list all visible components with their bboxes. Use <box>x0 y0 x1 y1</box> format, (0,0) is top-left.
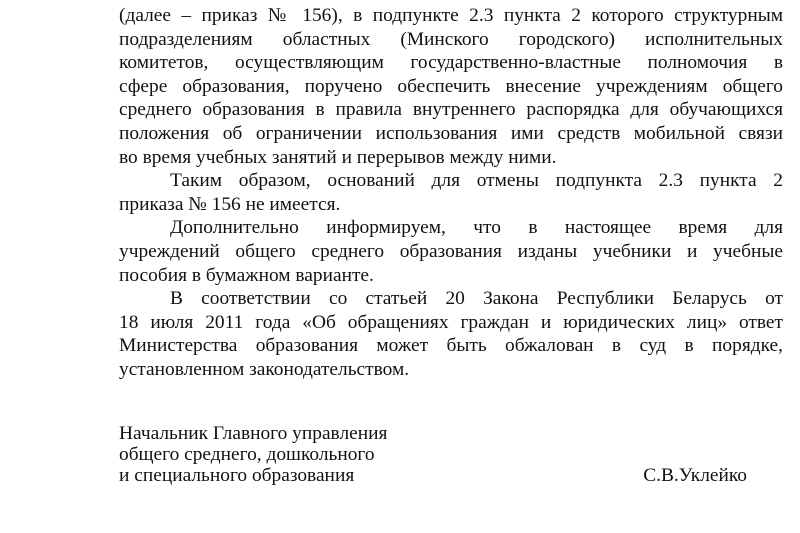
text-line: Министерства образования может быть обжалован в суд в порядке, <box>119 335 783 357</box>
text-line: Дополнительно информируем, что в настоящее время для <box>170 217 783 239</box>
text-line: пособия в бумажном варианте. <box>119 264 374 286</box>
text-line: Таким образом, оснований для отмены подпункта 2.3 пункта 2 <box>170 170 783 192</box>
paragraph-textbooks <box>119 216 783 287</box>
letter-body <box>119 4 783 382</box>
text-line: учреждений общего среднего образования изданы учебники и учебные <box>119 240 783 262</box>
signer-title-line: и специального образования <box>119 465 355 486</box>
text-line: (далее – приказ № 156), в подпункте 2.3 пункта 2 которого структурным <box>119 5 783 26</box>
text-line: сфере образования, поручено обеспечить внесение учреждениям общего <box>119 75 783 97</box>
text-line: комитетов, осуществляющим государственно-властные полномочия в <box>119 52 783 74</box>
signer-title-line: общего среднего, дошкольного <box>119 444 375 465</box>
text-line: положения об ограничении использования ими средств мобильной связи <box>119 122 783 144</box>
text-line: среднего образования в правила внутреннего распорядка для обучающихся <box>119 99 783 121</box>
signature-block <box>119 423 747 486</box>
text-line: во время учебных занятий и перерывов между ними. <box>119 146 557 168</box>
text-line: подразделениям областных (Минского городского) исполнительных <box>119 28 783 50</box>
text-line: установленном законодательством. <box>119 358 410 380</box>
text-line: В соответствии со статьей 20 Закона Республики Беларусь от <box>170 288 783 310</box>
text-line: приказа № 156 не имеется. <box>119 193 341 215</box>
paragraph-no-grounds <box>119 169 783 216</box>
signer-name: С.В.Уклейко <box>643 465 747 486</box>
text-line: 18 июля 2011 года «Об обращениях граждан и юридических лиц» ответ <box>119 311 783 333</box>
signer-title-line: Начальник Главного управления <box>119 423 388 444</box>
paragraph-appeal <box>119 287 783 381</box>
signer-row <box>119 465 747 486</box>
paragraph-order-reference <box>119 4 783 169</box>
